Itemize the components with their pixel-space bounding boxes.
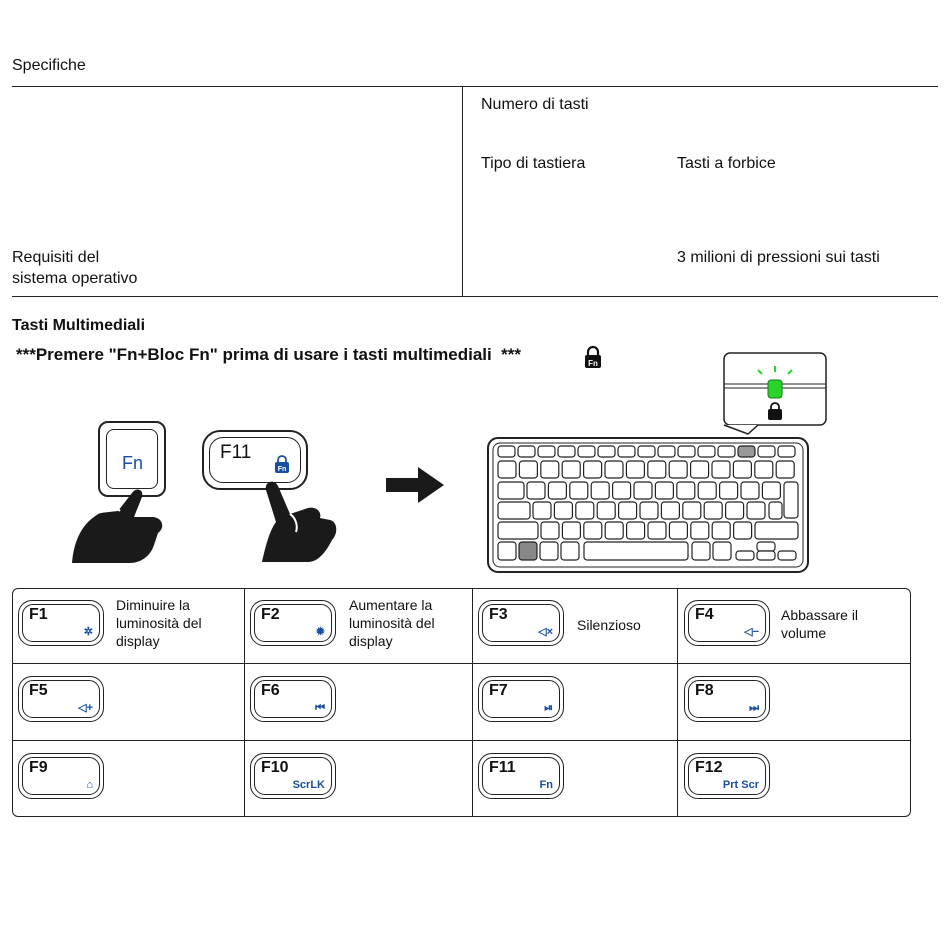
fkey-description-line: display bbox=[116, 633, 160, 649]
keystroke-life-value: 3 milioni di pressioni sui tasti bbox=[677, 249, 880, 266]
fkey-description bbox=[349, 596, 435, 650]
fkey-f3 bbox=[478, 600, 564, 646]
fkey-symbol-icon: ◁− bbox=[744, 626, 759, 638]
num-keys-label: Numero di tasti bbox=[481, 96, 589, 113]
grid-row-divider-2 bbox=[13, 740, 910, 741]
fkey-symbol-icon: Prt Scr bbox=[722, 779, 759, 791]
keyboard-type-value: Tasti a forbice bbox=[677, 155, 776, 172]
multimedia-heading: Tasti Multimediali bbox=[12, 317, 146, 334]
arrow-right-icon bbox=[386, 467, 444, 503]
f11-key-label: F11 bbox=[220, 442, 252, 463]
fkey-description-line: Abbassare il bbox=[781, 607, 859, 623]
os-requirements-label-line2: sistema operativo bbox=[12, 270, 138, 287]
fkey-description-line: Aumentare la bbox=[349, 597, 433, 613]
fkey-f1 bbox=[18, 600, 104, 646]
hand-pressing-f11-icon bbox=[248, 478, 338, 564]
os-requirements-label-line1: Requisiti del bbox=[12, 249, 100, 266]
fkey-description-line: luminosità del bbox=[116, 615, 202, 631]
fkey-label: F12 bbox=[695, 759, 723, 776]
fkey-symbol-icon: ⏮ bbox=[315, 702, 325, 714]
fkey-description bbox=[577, 616, 641, 634]
fkey-description-line: Diminuire la bbox=[116, 597, 190, 613]
fkey-f4 bbox=[684, 600, 770, 646]
fkey-label: F7 bbox=[489, 682, 508, 699]
fkey-f8 bbox=[684, 676, 770, 722]
fkey-symbol-icon: ◁+ bbox=[78, 702, 93, 714]
grid-col-divider-1 bbox=[244, 589, 245, 817]
grid-row-divider-1 bbox=[13, 663, 910, 664]
fkey-label: F8 bbox=[695, 682, 714, 699]
fkey-symbol-icon: ScrLK bbox=[292, 779, 325, 791]
fkey-f7 bbox=[478, 676, 564, 722]
fkey-f10 bbox=[250, 753, 336, 799]
fkey-symbol-icon: Fn bbox=[539, 779, 553, 791]
specs-top-rule bbox=[12, 86, 938, 87]
keyboard-type-label: Tipo di tastiera bbox=[481, 155, 586, 172]
fkey-description bbox=[116, 596, 202, 650]
fkey-label: F2 bbox=[261, 606, 280, 623]
fkey-f12 bbox=[684, 753, 770, 799]
fkey-symbol-icon: ⏭ bbox=[749, 702, 759, 714]
specs-column-divider bbox=[462, 86, 463, 296]
specs-bottom-rule bbox=[12, 296, 938, 297]
fkey-description-line: Silenzioso bbox=[577, 617, 641, 633]
fkey-f5 bbox=[18, 676, 104, 722]
fn-lock-instruction: ***Premere "Fn+Bloc Fn" prima di usare i tasti multimediali *** bbox=[16, 345, 522, 364]
fkey-label: F1 bbox=[29, 606, 48, 623]
fkey-description-line: display bbox=[349, 633, 393, 649]
fkey-f2 bbox=[250, 600, 336, 646]
fkey-label: F9 bbox=[29, 759, 48, 776]
fkey-symbol-icon: ✲ bbox=[83, 626, 93, 638]
fkey-description-line: volume bbox=[781, 625, 827, 641]
keyboard-illustration bbox=[486, 352, 832, 576]
fkey-f9 bbox=[18, 753, 104, 799]
fkey-label: F11 bbox=[489, 759, 516, 776]
fkey-f11 bbox=[478, 753, 564, 799]
fkey-description-line: luminosità del bbox=[349, 615, 435, 631]
fkey-symbol-icon: ✹ bbox=[315, 626, 325, 638]
grid-col-divider-3 bbox=[677, 589, 678, 817]
fkey-label: F5 bbox=[29, 682, 48, 699]
fn-lock-small-icon bbox=[274, 454, 290, 474]
fkey-label: F6 bbox=[261, 682, 280, 699]
hand-pressing-fn-icon bbox=[70, 485, 170, 565]
specs-heading: Specifiche bbox=[12, 57, 86, 74]
fkey-label: F3 bbox=[489, 606, 508, 623]
fkey-description bbox=[781, 606, 858, 642]
fkey-symbol-icon: ⌂ bbox=[86, 779, 93, 791]
fkey-label: F10 bbox=[261, 759, 289, 776]
fkey-label: F4 bbox=[695, 606, 714, 623]
fkey-symbol-icon: ⏯ bbox=[544, 702, 553, 714]
svg-text:Fn: Fn bbox=[277, 466, 287, 473]
fkey-f6 bbox=[250, 676, 336, 722]
fkey-symbol-icon: ◁× bbox=[538, 626, 553, 638]
fn-key-label: Fn bbox=[122, 453, 144, 473]
svg-text:Fn: Fn bbox=[588, 359, 598, 368]
grid-col-divider-2 bbox=[472, 589, 473, 817]
